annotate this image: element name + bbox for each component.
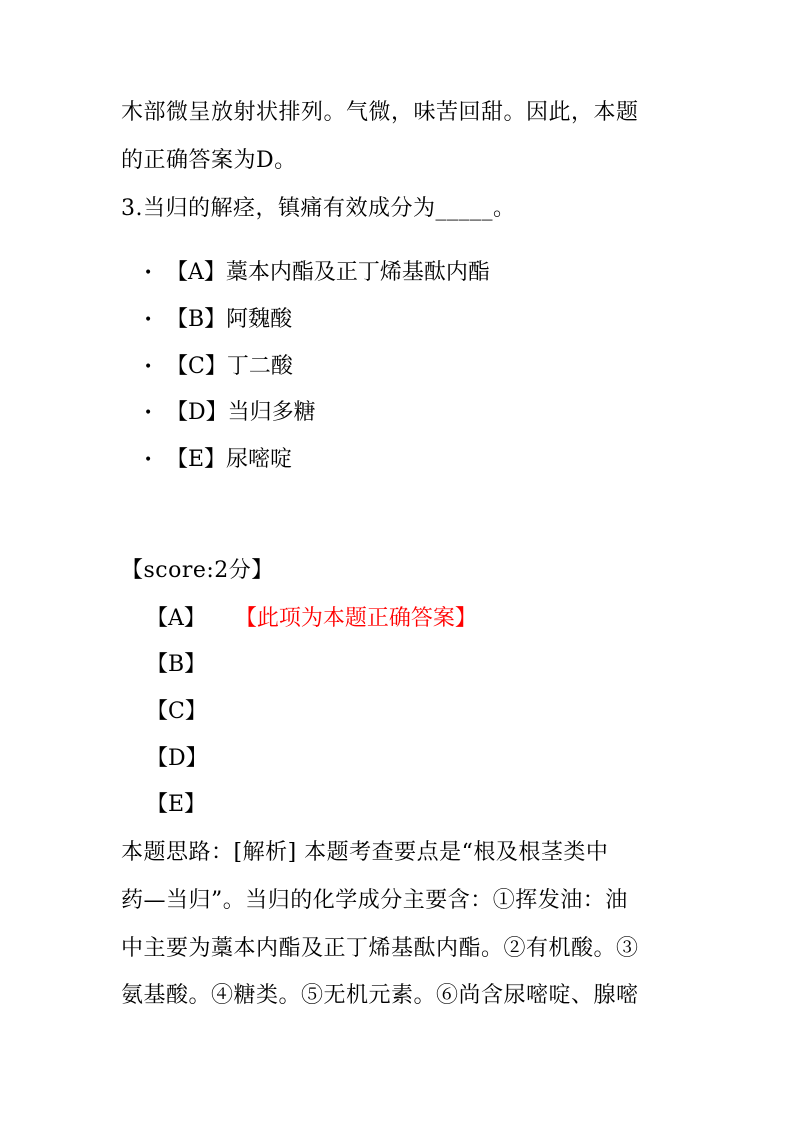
option-d (144, 398, 316, 428)
answer-b (146, 650, 206, 680)
answer-b-label: 【B】 (146, 652, 207, 677)
option-b (144, 305, 292, 335)
option-b-text: 【B】阿魏酸 (166, 307, 293, 332)
bullet-icon: • (144, 405, 153, 421)
answer-a (146, 604, 477, 634)
question-text: 3.当归的解痉，镇痛有效成分为_____。 (121, 196, 516, 221)
answer-c-label: 【C】 (146, 699, 207, 724)
option-a-text: 【A】藁本内酯及正丁烯基酞内酯 (166, 260, 490, 285)
analysis-line-3: 中主要为藁本内酯及正丁烯基酞内酯。②有机酸。③ (121, 936, 639, 961)
option-c-text: 【C】丁二酸 (166, 354, 293, 379)
analysis-line-1: 本题思路：[解析] 本题考查要点是“根及根茎类中 (121, 840, 609, 865)
answer-c (146, 697, 207, 727)
answer-d-label: 【D】 (146, 746, 208, 771)
bullet-icon: • (144, 312, 153, 328)
prev-explanation-line-2: 的正确答案为D。 (121, 148, 297, 173)
answer-a-label: 【A】 (146, 606, 206, 631)
option-c (144, 352, 293, 382)
option-e (144, 445, 292, 475)
answer-d (146, 744, 208, 774)
score-label: 【score:2分】 (121, 558, 274, 583)
option-a (144, 258, 490, 288)
analysis-line-4: 氨基酸。④糖类。⑤无机元素。⑥尚含尿嘧啶、腺嘧 (121, 983, 639, 1008)
bullet-icon: • (144, 265, 153, 281)
answer-e-label: 【E】 (146, 792, 207, 817)
bullet-icon: • (144, 452, 153, 468)
prev-explanation-line-1: 木部微呈放射状排列。气微，味苦回甜。因此，本题 (121, 100, 639, 125)
analysis-line-2: 药—当归”。当归的化学成分主要含：①挥发油：油 (121, 888, 628, 913)
option-e-text: 【E】尿嘧啶 (166, 447, 293, 472)
bullet-icon: • (144, 359, 153, 375)
correct-answer-note: 【此项为本题正确答案】 (245, 606, 477, 631)
option-d-text: 【D】当归多糖 (166, 400, 316, 425)
answer-e (146, 790, 206, 820)
